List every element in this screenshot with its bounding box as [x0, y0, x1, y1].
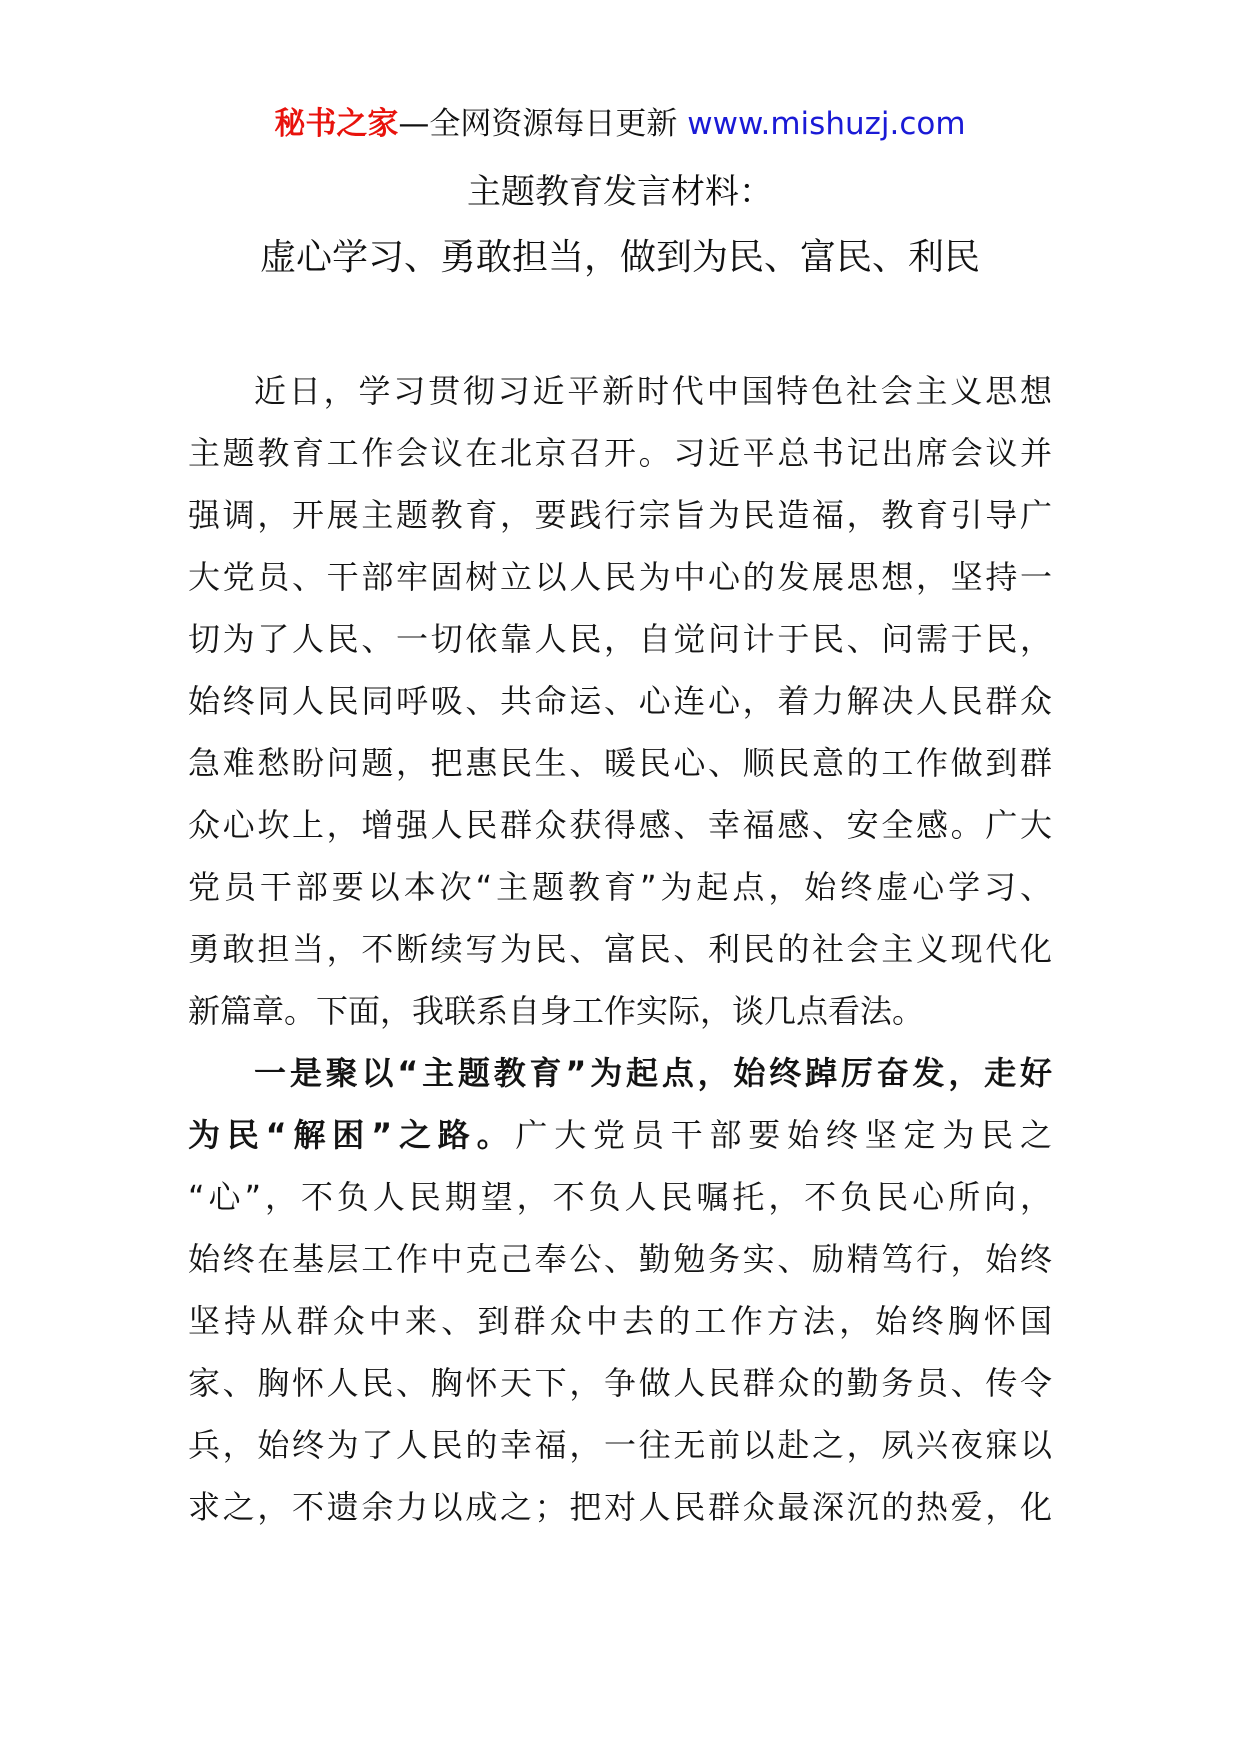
document-body [188, 360, 1052, 1538]
paragraph-line: 坚持从群众中来、到群众中去的工作方法，始终胸怀国 [188, 1302, 1052, 1340]
paragraph-line: 新篇章。下面，我联系自身工作实际，谈几点看法。 [188, 992, 925, 1030]
paragraph-line: 兵，始终为了人民的幸福，一往无前以赴之，夙兴夜寐以 [188, 1426, 1052, 1464]
paragraph-line: 急难愁盼问题，把惠民生、暖民心、顺民意的工作做到群 [188, 744, 1052, 782]
paragraph-line: 近日，学习贯彻习近平新时代中国特色社会主义思想 [254, 372, 1052, 410]
brand-name: 秘书之家 [274, 106, 399, 142]
paragraph-line: 勇敢担当，不断续写为民、富民、利民的社会主义现代化 [188, 930, 1052, 968]
paragraph-line: 强调，开展主题教育，要践行宗旨为民造福，教育引导广 [188, 496, 1052, 534]
paragraph-line-rest: 广大党员干部要始终坚定为民之 [515, 1116, 1052, 1154]
paragraph-line: 始终在基层工作中克己奉公、勤勉务实、励精笃行，始终 [188, 1240, 1052, 1278]
site-url-link[interactable]: www.mishuzj.com [687, 106, 966, 142]
document-subtitle: 虚心学习、勇敢担当，做到为民、富民、利民 [259, 237, 980, 278]
document-title: 主题教育发言材料： [467, 172, 773, 212]
section-heading-line: 一是聚以“主题教育”为起点，始终踔厉奋发，走好 [254, 1054, 1052, 1092]
section-heading-tail-line [188, 1104, 1052, 1166]
paragraph-line: 主题教育工作会议在北京召开。习近平总书记出席会议并 [188, 434, 1052, 472]
paragraph-line: 始终同人民同呼吸、共命运、心连心，着力解决人民群众 [188, 682, 1052, 720]
paragraph-line: 党员干部要以本次“主题教育”为起点，始终虚心学习、 [188, 868, 1052, 906]
paragraph-line: 大党员、干部牢固树立以人民为中心的发展思想，坚持一 [188, 558, 1052, 596]
paragraph-line: “心”，不负人民期望，不负人民嘱托，不负民心所向， [188, 1178, 1052, 1216]
header-tagline: —全网资源每日更新 [398, 106, 688, 142]
section-heading-tail: 为民“解困”之路。 [188, 1116, 516, 1154]
paragraph-line: 求之，不遗余力以成之；把对人民群众最深沉的热爱，化 [188, 1488, 1052, 1526]
paragraph-line: 众心坎上，增强人民群众获得感、幸福感、安全感。广大 [188, 806, 1052, 844]
paragraph-line: 家、胸怀人民、胸怀天下，争做人民群众的勤务员、传令 [188, 1364, 1052, 1402]
paragraph-line: 切为了人民、一切依靠人民，自觉问计于民、问需于民， [188, 620, 1052, 658]
site-header [0, 104, 1240, 144]
